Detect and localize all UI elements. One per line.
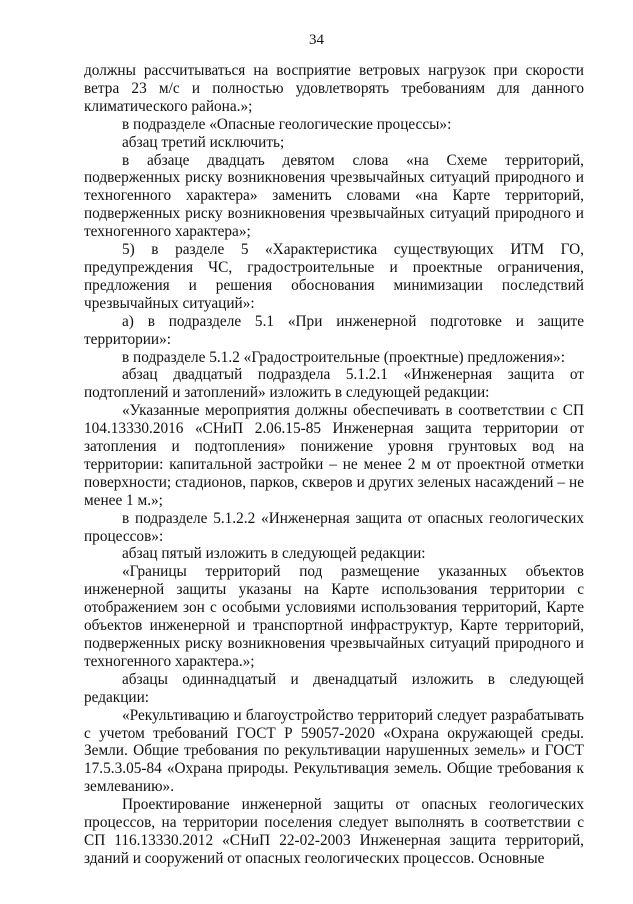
page-number: 34 — [309, 32, 324, 48]
paragraph-eleventh-twelfth: абзацы одиннадцатый и двенадцатый изложить в следующей редакции: — [84, 670, 584, 706]
paragraph-fifth: абзац пятый изложить в следующей редакции: — [122, 545, 426, 563]
paragraph-quote-measures: «Указанные мероприятия должны обеспечивать в соответствии с СП 104.13330.2016 «СНиП 2.06.15-85 Инженерная защита территории от затопления и подтопления» понижение уровня грунтовых вод на территории: капитальной застройки – не менее 2 м от проектной отметки поверхности; стадионов, парков, скверов и других зеленых насаждений – не менее 1 м.»; — [84, 402, 584, 509]
paragraph-subsection-5-1-2: в подразделе 5.1.2 «Градостроительные (проектные) предложения»: — [122, 348, 565, 366]
paragraph-continuation: должны рассчитываться на восприятие ветровых нагрузок при скорости ветра 23 м/с и полностью удовлетворять требованиям для данного климатического района.»; — [84, 62, 584, 115]
paragraph-subsection-5-1: а) в подразделе 5.1 «При инженерной подготовке и защите территории»: — [84, 312, 584, 348]
paragraph-subsection-5-1-2-2: в подразделе 5.1.2.2 «Инженерная защита от опасных геологических процессов»: — [84, 509, 584, 545]
paragraph-quote-recultivation: «Рекультивацию и благоустройство территорий следует разрабатывать с учетом требований ГОСТ Р 59057-2020 «Охрана окружающей среды. Земли. Общие требования по рекультивации нарушенных земель» и ГОСТ 17.5.3.05-84 «Охрана природы. Рекультивация земель. Общие требования к землеванию». — [84, 706, 584, 796]
paragraph-section-5: 5) в разделе 5 «Характеристика существующих ИТМ ГО, предупреждения ЧС, градостроительные и проектные ограничения, предложения и решения обоснования минимизации последствий чрезвычайных ситуаций»: — [84, 241, 584, 312]
paragraph-design-protection: Проектирование инженерной защиты от опасных геологических процессов, на территории поселения следует выполнять в соответствии с СП 116.13330.2012 «СНиП 22-02-2003 Инженерная защита территорий, зданий и сооружений от опасных геологических процессов. Основные — [84, 796, 584, 867]
paragraph-subsection-hazards: в подразделе «Опасные геологические процессы»: — [122, 115, 452, 133]
document-body — [84, 62, 584, 868]
paragraph-twentieth: абзац двадцатый подраздела 5.1.2.1 «Инженерная защита от подтоплений и затоплений» изложить в следующей редакции: — [84, 366, 584, 402]
paragraph-delete-third: абзац третий исключить; — [122, 133, 285, 151]
paragraph-replace-words: в абзаце двадцать девятом слова «на Схеме территорий, подверженных риску возникновения чрезвычайных ситуаций природного и техногенного характера» заменить словами «на Карте территорий, подверженных риску возникновения чрезвычайных ситуаций природного и техногенного характера»; — [84, 151, 584, 241]
paragraph-quote-boundaries: «Границы территорий под размещение указанных объектов инженерной защиты указаны на Карте использования территории с отображением зон с особыми условиями использования территорий, Карте объектов инженерной и транспортной инфраструктур, Карте территорий, подверженных риску возникновения чрезвычайных ситуаций природного и техногенного характера.»; — [84, 563, 584, 670]
